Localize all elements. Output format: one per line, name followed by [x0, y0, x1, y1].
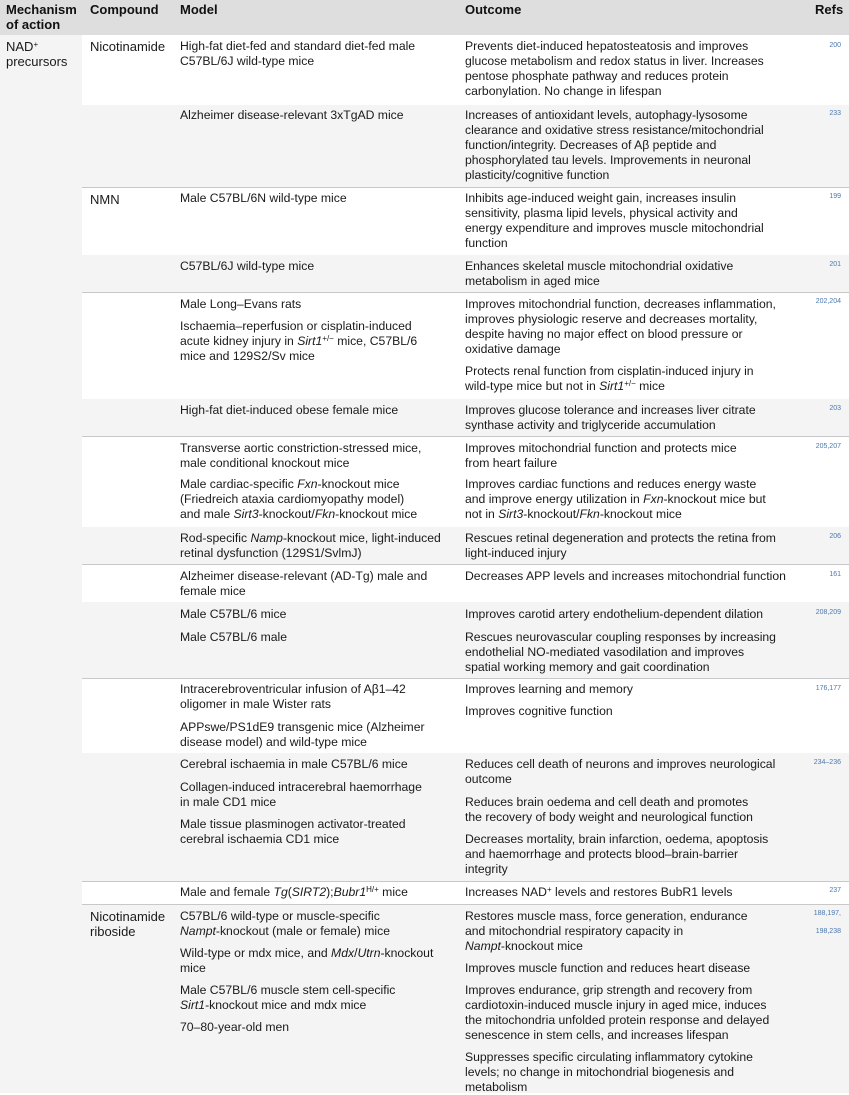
outcome-cell [465, 1050, 753, 1095]
outcome-line: Rescues retinal degeneration and protects the retina from [465, 531, 776, 545]
outcome-line: Improves endurance, grip strength and recovery from [465, 983, 753, 997]
outcome-line: Enhances skeletal muscle mitochondrial oxidative [465, 259, 734, 273]
outcome-line: wild-type mice but not in [465, 379, 600, 393]
model-line: Alzheimer disease-relevant 3xTgAD mice [180, 108, 404, 122]
mechanism-line1: NAD [6, 39, 34, 54]
model-cell [180, 569, 427, 599]
outcome-line: the recovery of body weight and neurological function [465, 810, 753, 824]
model-line: 70–80-year-old men [180, 1020, 290, 1034]
outcome-line: clearance and oxidative stress resistance/mitochondrial [465, 123, 764, 137]
outcome-cell [465, 477, 766, 522]
outcome-cell [465, 569, 786, 584]
model-line: C57BL/6J wild-type mice [180, 54, 315, 68]
model-line: Male C57BL/6 male [180, 630, 288, 644]
outcome-line: not in [465, 507, 499, 521]
mechanism-column [0, 35, 82, 1093]
model-line: ); [326, 885, 334, 899]
gene-name: Sirt1 [297, 334, 323, 348]
model-line: mice and 129S2/Sv mice [180, 349, 315, 363]
model-line: male conditional knockout mice [180, 456, 350, 470]
model-line: (Friedreich ataxia cardiomyopathy model) [180, 492, 405, 506]
outcome-line: senescence in stem cells, and increases lifespan [465, 1028, 729, 1042]
outcome-cell [465, 441, 737, 471]
outcome-line: and haemorrhage and protects blood–brain-barrier [465, 847, 739, 861]
outcome-line: function/integrity. Decreases of Aβ peptide and [465, 138, 717, 152]
gene-name: Sirt1 [180, 998, 206, 1012]
gene-name: Fxn [297, 477, 318, 491]
outcome-line: Improves glucose tolerance and increases liver citrate [465, 403, 756, 417]
outcome-line: cardiotoxin-induced muscle injury in aged mice, induces [465, 998, 767, 1012]
ref-link[interactable] [814, 909, 841, 936]
model-line: -knockout mice [335, 507, 418, 521]
outcome-cell [465, 191, 764, 251]
gene-name: Sirt1 [599, 379, 625, 393]
mechanism-label [6, 39, 67, 69]
outcome-line: plasticity/cognitive function [465, 168, 610, 182]
model-line: High-fat diet-fed and standard diet-fed male [180, 39, 416, 53]
outcome-line: Improves cognitive function [465, 704, 613, 718]
model-line: mice [180, 961, 206, 975]
model-cell [180, 607, 286, 622]
header-mechanism [6, 2, 77, 32]
model-line: Male cardiac-specific [180, 477, 298, 491]
model-cell [180, 1020, 289, 1035]
outcome-line: from heart failure [465, 456, 558, 470]
model-line: Male and female [180, 885, 274, 899]
model-line: mice, C57BL/6 [333, 334, 418, 348]
header-model: Model [180, 2, 218, 17]
compound-divider [82, 904, 849, 905]
model-cell [180, 477, 417, 522]
model-line: High-fat diet-induced obese female mice [180, 403, 399, 417]
model-cell [180, 319, 417, 364]
model-cell [180, 403, 398, 418]
ref-link[interactable]: 200 [829, 42, 841, 49]
outcome-line: Improves learning and memory [465, 682, 633, 696]
gene-name: Sirt3 [498, 507, 524, 521]
ref-link[interactable]: 203 [829, 405, 841, 412]
ref-link[interactable]: 205,207 [815, 443, 841, 450]
gene-name: Nampt [465, 939, 501, 953]
ref-link[interactable]: 161 [829, 571, 841, 578]
model-line: mice [378, 885, 408, 899]
outcome-cell [465, 297, 776, 357]
outcome-line: levels and restores BubR1 levels [551, 885, 733, 899]
model-line: in male CD1 mice [180, 795, 277, 809]
superscript: +/− [624, 379, 636, 388]
compound-nicotinamide-riboside [90, 909, 174, 939]
model-cell [180, 108, 404, 123]
outcome-cell [465, 108, 764, 183]
model-line: cerebral ischaemia CD1 mice [180, 832, 340, 846]
model-cell [180, 259, 314, 274]
outcome-cell [465, 704, 613, 719]
model-cell [180, 191, 347, 206]
model-line: -knockout (male or female) mice [215, 924, 390, 938]
superscript: +/− [322, 334, 334, 343]
gene-name: Mdx [331, 946, 355, 960]
outcome-line: Improves cardiac functions and reduces energy waste [465, 477, 757, 491]
outcome-cell [465, 364, 754, 394]
model-line: oligomer in male Wister rats [180, 697, 332, 711]
outcome-line: -knockout mice but [663, 492, 766, 506]
outcome-cell [465, 885, 733, 900]
ref-link[interactable]: 206 [829, 533, 841, 540]
ref-link[interactable]: 237 [829, 887, 841, 894]
model-cell [180, 531, 441, 561]
outcome-line: despite having no major effect on blood pressure or [465, 327, 743, 341]
model-line: Cerebral ischaemia in male C57BL/6 mice [180, 757, 408, 771]
outcome-line: Improves mitochondrial function, decreases inflammation, [465, 297, 776, 311]
outcome-line: Reduces cell death of neurons and improves neurological [465, 757, 776, 771]
header-mechanism-line2: of action [6, 17, 61, 32]
outcome-cell [465, 682, 633, 697]
model-line: Wild-type or mdx mice, and [180, 946, 332, 960]
model-line: Alzheimer disease-relevant (AD-Tg) male and [180, 569, 428, 583]
ref-link[interactable]: 233 [829, 110, 841, 117]
model-cell [180, 297, 301, 312]
outcome-line: and improve energy utilization in [465, 492, 644, 506]
ref-link[interactable]: 176,177 [815, 685, 841, 692]
outcome-line: function [465, 236, 508, 250]
model-line: Transverse aortic constriction-stressed mice, [180, 441, 422, 455]
compound-nr-line2: riboside [90, 924, 136, 939]
outcome-line: and mitochondrial respiratory capacity in [465, 924, 684, 938]
compound-divider [82, 187, 849, 188]
ref-link[interactable]: 199 [829, 193, 841, 200]
outcome-cell [465, 983, 769, 1043]
outcome-line: Protects renal function from cisplatin-induced injury in [465, 364, 754, 378]
model-cell [180, 757, 408, 772]
header-refs: Refs [815, 2, 844, 17]
model-line: ( [287, 885, 292, 899]
outcome-line: integrity [465, 862, 508, 876]
table-header [0, 0, 849, 35]
gene-name: SIRT2 [291, 885, 327, 899]
model-cell [180, 441, 421, 471]
outcome-line: Suppresses specific circulating inflammatory cytokine [465, 1050, 753, 1064]
outcome-line: sensitivity, plasma lipid levels, physical activity and [465, 206, 738, 220]
superscript: + [546, 885, 552, 894]
outcome-line: phosphorylated tau levels. Improvements in neuronal [465, 153, 751, 167]
gene-name: Nampt [180, 924, 216, 938]
outcome-line: Restores muscle mass, force generation, endurance [465, 909, 748, 923]
outcome-line: oxidative damage [465, 342, 561, 356]
model-line: Collagen-induced intracerebral haemorrhage [180, 780, 422, 794]
outcome-line: Inhibits age-induced weight gain, increases insulin [465, 191, 736, 205]
outcome-line: Decreases APP levels and increases mitochondrial function [465, 569, 786, 583]
outcome-line: Rescues neurovascular coupling responses by increasing [465, 630, 776, 644]
model-cell [180, 885, 408, 900]
outcome-line: -knockout mice [599, 507, 682, 521]
gene-name: Fxn [643, 492, 664, 506]
model-line: C57BL/6J wild-type mice [180, 259, 315, 273]
model-line: Ischaemia–reperfusion or cisplatin-induced [180, 319, 412, 333]
model-cell [180, 909, 390, 939]
header-outcome: Outcome [465, 2, 522, 17]
model-line: C57BL/6 wild-type or muscle-specific [180, 909, 380, 923]
model-line: Male Long–Evans rats [180, 297, 302, 311]
outcome-line: Reduces brain oedema and cell death and promotes [465, 795, 749, 809]
model-line: -knockout mice, light-induced [282, 531, 441, 545]
ref-link[interactable]: 201 [829, 261, 841, 268]
gene-name: Bubr1 [333, 885, 367, 899]
model-line: acute kidney injury in [180, 334, 298, 348]
compound-nr-line1: Nicotinamide [90, 909, 166, 924]
mechanism-line2: precursors [6, 54, 68, 69]
outcome-line: metabolism in aged mice [465, 274, 600, 288]
compound-nicotinamide: Nicotinamide [90, 39, 166, 54]
ref-link-line[interactable]: 188,197, [813, 910, 841, 917]
outcome-line: Increases of antioxidant levels, autophagy-lysosome [465, 108, 748, 122]
model-line: and male [180, 507, 234, 521]
gene-name: Tg [273, 885, 288, 899]
model-line: / [354, 946, 358, 960]
outcome-cell [465, 607, 763, 622]
outcome-cell [465, 757, 775, 787]
model-line: -knockout mice and mdx mice [205, 998, 367, 1012]
model-line: female mice [180, 584, 246, 598]
model-cell [180, 817, 406, 847]
gene-name: Utrn [357, 946, 381, 960]
outcome-cell [465, 259, 733, 289]
gene-name: Namp [250, 531, 283, 545]
outcome-line: Improves mitochondrial function and protects mice [465, 441, 737, 455]
model-cell [180, 946, 433, 976]
table-body [0, 35, 849, 1093]
outcome-line: -knockout/ [523, 507, 580, 521]
outcome-line: spatial working memory and gait coordination [465, 660, 710, 674]
mechanism-sup: + [33, 40, 39, 49]
model-cell [180, 39, 415, 69]
ref-link-line[interactable]: 198,238 [815, 928, 841, 935]
outcome-line: Decreases mortality, brain infarction, oedema, apoptosis [465, 832, 769, 846]
compound-nmn: NMN [90, 192, 120, 207]
outcome-cell [465, 403, 756, 433]
outcome-line: improves physiologic reserve and decreases mortality, [465, 312, 758, 326]
ref-link[interactable]: 234–236 [813, 759, 841, 766]
outcome-cell [465, 795, 753, 825]
model-cell [180, 780, 422, 810]
model-line: APPswe/PS1dE9 transgenic mice (Alzheimer [180, 720, 425, 734]
header-compound: Compound [90, 2, 159, 17]
superscript: H/+ [366, 885, 379, 894]
outcome-line: the mitochondria unfolded protein response and delayed [465, 1013, 770, 1027]
outcome-line: pentose phosphate pathway and reduces protein [465, 69, 729, 83]
model-line: Rod-specific [180, 531, 251, 545]
model-line: disease model) and wild-type mice [180, 735, 367, 749]
gene-name: Fkn [314, 507, 336, 521]
model-cell [180, 682, 406, 712]
outcome-line: Improves carotid artery endothelium-dependent dilation [465, 607, 764, 621]
model-cell [180, 630, 287, 645]
model-cell [180, 983, 395, 1013]
model-line: Male tissue plasminogen activator-treated [180, 817, 406, 831]
outcome-line: Improves muscle function and reduces heart disease [465, 961, 751, 975]
model-line: Male C57BL/6 mice [180, 607, 287, 621]
model-line: -knockout/ [258, 507, 315, 521]
outcome-cell [465, 39, 764, 99]
outcome-line: carbonylation. No change in lifespan [465, 84, 662, 98]
outcome-cell [465, 961, 750, 976]
outcome-line: Prevents diet-induced hepatosteatosis and improves [465, 39, 749, 53]
outcome-line: metabolism [465, 1080, 528, 1094]
outcome-line: glucose metabolism and redox status in liver. Increases [465, 54, 764, 68]
outcome-line: levels; no change in mitochondrial biogenesis and [465, 1065, 734, 1079]
outcome-line: outcome [465, 772, 512, 786]
outcome-cell [465, 909, 748, 954]
outcome-line: endothelial NO-mediated vasodilation and improves [465, 645, 745, 659]
outcome-cell [465, 832, 768, 877]
header-mechanism-line1: Mechanism [6, 2, 77, 17]
model-line: Male C57BL/6N wild-type mice [180, 191, 347, 205]
model-cell [180, 720, 425, 750]
outcome-line: -knockout mice [500, 939, 583, 953]
outcome-line: Increases NAD [465, 885, 547, 899]
ref-link[interactable]: 202,204 [815, 298, 841, 305]
model-line: -knockout mice [317, 477, 400, 491]
outcome-line: mice [635, 379, 665, 393]
outcome-line: energy expenditure and improves muscle mitochondrial [465, 221, 764, 235]
model-line: -knockout [380, 946, 434, 960]
model-line: Male C57BL/6 muscle stem cell-specific [180, 983, 396, 997]
gene-name: Fkn [579, 507, 600, 521]
gene-name: Sirt3 [233, 507, 259, 521]
model-line: Intracerebroventricular infusion of Aβ1–42 [180, 682, 406, 696]
outcome-line: light-induced injury [465, 546, 567, 560]
outcome-line: synthase activity and triglyceride accumulation [465, 418, 716, 432]
outcome-cell [465, 531, 776, 561]
ref-link[interactable]: 208,209 [815, 609, 841, 616]
outcome-cell [465, 630, 776, 675]
model-line: retinal dysfunction (129S1/SvlmJ) [180, 546, 362, 560]
